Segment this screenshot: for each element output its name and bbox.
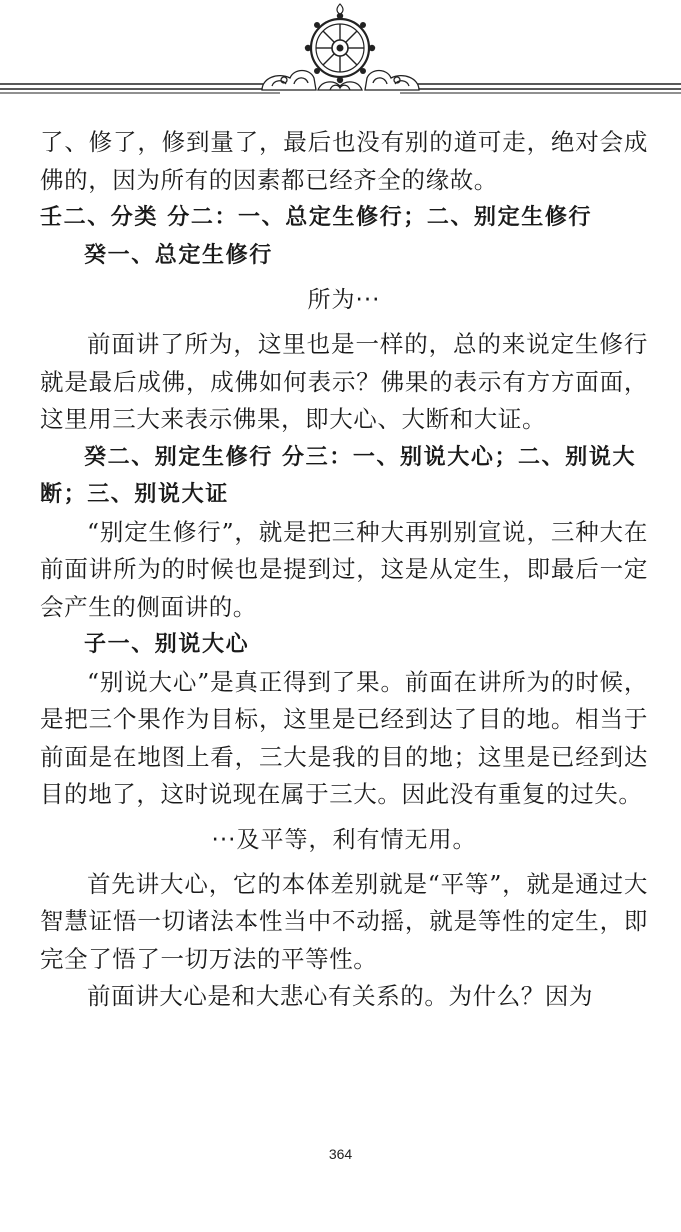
paragraph-equality: 首先讲大心，它的本体差别就是“平等”，就是通过大智慧证悟一切诸法本性当中不动摇，就是等性的定生，即完全了悟了一切万法的平等性。 [40,869,648,973]
paragraph-purpose: 前面讲了所为，这里也是一样的，总的来说定生修行就是最后成佛，成佛如何表示？佛果的表示有方方面面，这里用三大来表示佛果，即大心、大断和大证。 [40,330,648,433]
root-verse-2: ···及平等，利有情无用。 [211,826,477,853]
section-heading-zi-1: 子一、别说大心 [84,632,250,657]
paragraph-specific-definite: “别定生修行”，就是把三种大再别别宣说，三种大在前面讲所为的时候也是提到过，这是从定生，即最后一定会产生的侧面讲的。 [40,517,648,621]
header-ornament [0,0,681,110]
section-heading-gui-1: 癸一、总定生修行 [84,242,273,268]
left-cloud-ornament [262,71,316,91]
section-heading-gui-2: 癸二、别定生修行 分三：一、别说大心；二、别说大断；三、别说大证 [40,444,637,507]
root-verse-1: 所为··· [307,287,381,313]
page-body [40,124,648,1016]
section-heading-ren-2: 壬二、分类 分二：一、总定生修行；二、别定生修行 [40,205,593,230]
right-cloud-ornament [365,71,419,91]
page-number: 364 [328,1146,353,1162]
paragraph-great-mind: “别说大心”是真正得到了果。前面在讲所为的时候，是把三个果作为目标，这里是已经到达了目的地。相当于前面是在地图上看，三大是我的目的地；这里是已经到达目的地了，这时说现在属于三大。因此没有重复的过失。 [40,667,648,808]
paragraph-compassion: 前面讲大心是和大悲心有关系的。为什么？因为 [87,982,594,1010]
paragraph-continuation: 了、修了，修到量了，最后也没有别的道可走，绝对会成佛的，因为所有的因素都已经齐全的缘故。 [40,128,648,194]
dharma-wheel-icon [305,4,375,83]
